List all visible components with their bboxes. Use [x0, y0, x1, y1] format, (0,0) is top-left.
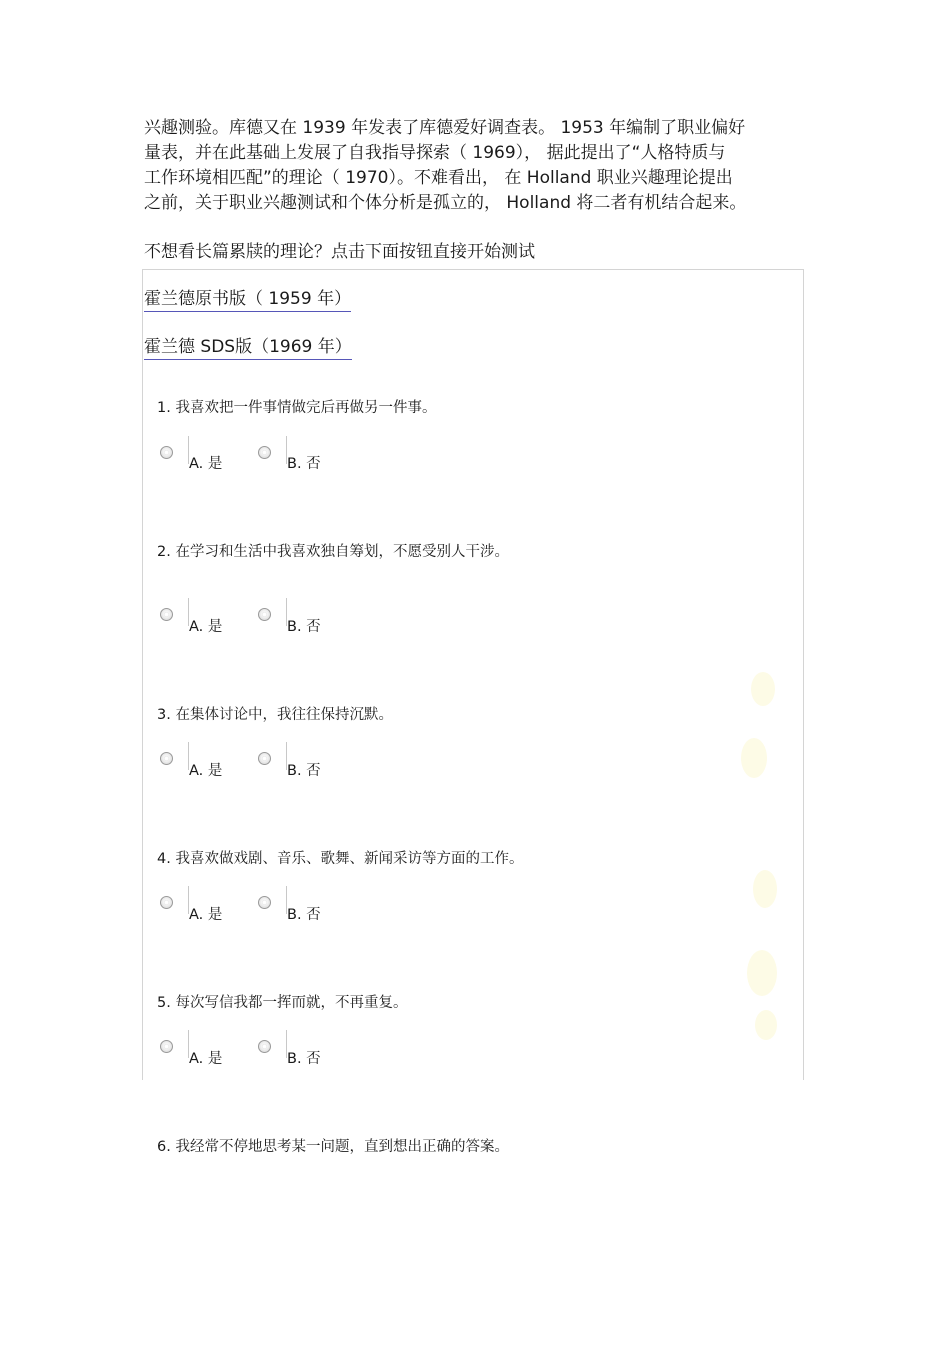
radio-option-yes[interactable] [160, 752, 173, 765]
radio-option-yes[interactable] [160, 1040, 173, 1053]
radio-option-yes[interactable] [160, 896, 173, 909]
radio-option-no[interactable] [258, 608, 271, 621]
option-label-no[interactable]: B. 否 [287, 1051, 321, 1067]
quiz-frame [142, 269, 804, 1080]
intro-line: 工作环境相匹配”的理论（ 1970）。不难看出， 在 Holland 职业兴趣理论提出 [144, 168, 733, 188]
question-text: 4. 我喜欢做戏剧、音乐、歌舞、新闻采访等方面的工作。 [157, 851, 524, 867]
background-decoration [747, 950, 777, 996]
radio-option-no[interactable] [258, 896, 271, 909]
intro-line: 兴趣测验。库德又在 1939 年发表了库德爱好调查表。 1953 年编制了职业偏好 [144, 118, 746, 138]
option-label-yes[interactable]: A. 是 [189, 619, 223, 635]
option-label-yes[interactable]: A. 是 [189, 763, 223, 779]
question-text: 1. 我喜欢把一件事情做完后再做另一件事。 [157, 400, 437, 416]
radio-option-no[interactable] [258, 446, 271, 459]
background-decoration [755, 1010, 777, 1040]
question-text: 5. 每次写信我都一挥而就，不再重复。 [157, 995, 408, 1011]
radio-option-yes[interactable] [160, 608, 173, 621]
intro-paragraph [144, 116, 804, 216]
option-label-no[interactable]: B. 否 [287, 763, 321, 779]
intro-line: 量表，并在此基础上发展了自我指导探索（ 1969）， 据此提出了“人格特质与 [144, 143, 726, 163]
option-label-yes[interactable]: A. 是 [189, 1051, 223, 1067]
question-text: 6. 我经常不停地思考某一问题，直到想出正确的答案。 [157, 1139, 509, 1155]
radio-option-no[interactable] [258, 752, 271, 765]
question-text: 2. 在学习和生活中我喜欢独自筹划，不愿受别人干涉。 [157, 544, 509, 560]
background-decoration [751, 672, 775, 706]
question-text: 3. 在集体讨论中，我往往保持沉默。 [157, 707, 393, 723]
intro-line: 之前，关于职业兴趣测试和个体分析是孤立的， Holland 将二者有机结合起来。 [144, 193, 747, 213]
option-label-no[interactable]: B. 否 [287, 456, 321, 472]
option-label-yes[interactable]: A. 是 [189, 456, 223, 472]
start-test-prompt: 不想看长篇累牍的理论？点击下面按钮直接开始测试 [144, 242, 535, 262]
option-label-no[interactable]: B. 否 [287, 619, 321, 635]
version-link-sds-1969[interactable]: 霍兰德 SDS版（1969 年） [144, 336, 352, 360]
radio-option-no[interactable] [258, 1040, 271, 1053]
option-label-no[interactable]: B. 否 [287, 907, 321, 923]
option-label-yes[interactable]: A. 是 [189, 907, 223, 923]
background-decoration [741, 738, 767, 778]
background-decoration [753, 870, 777, 908]
radio-option-yes[interactable] [160, 446, 173, 459]
version-link-original-1959[interactable]: 霍兰德原书版（ 1959 年） [144, 288, 351, 312]
